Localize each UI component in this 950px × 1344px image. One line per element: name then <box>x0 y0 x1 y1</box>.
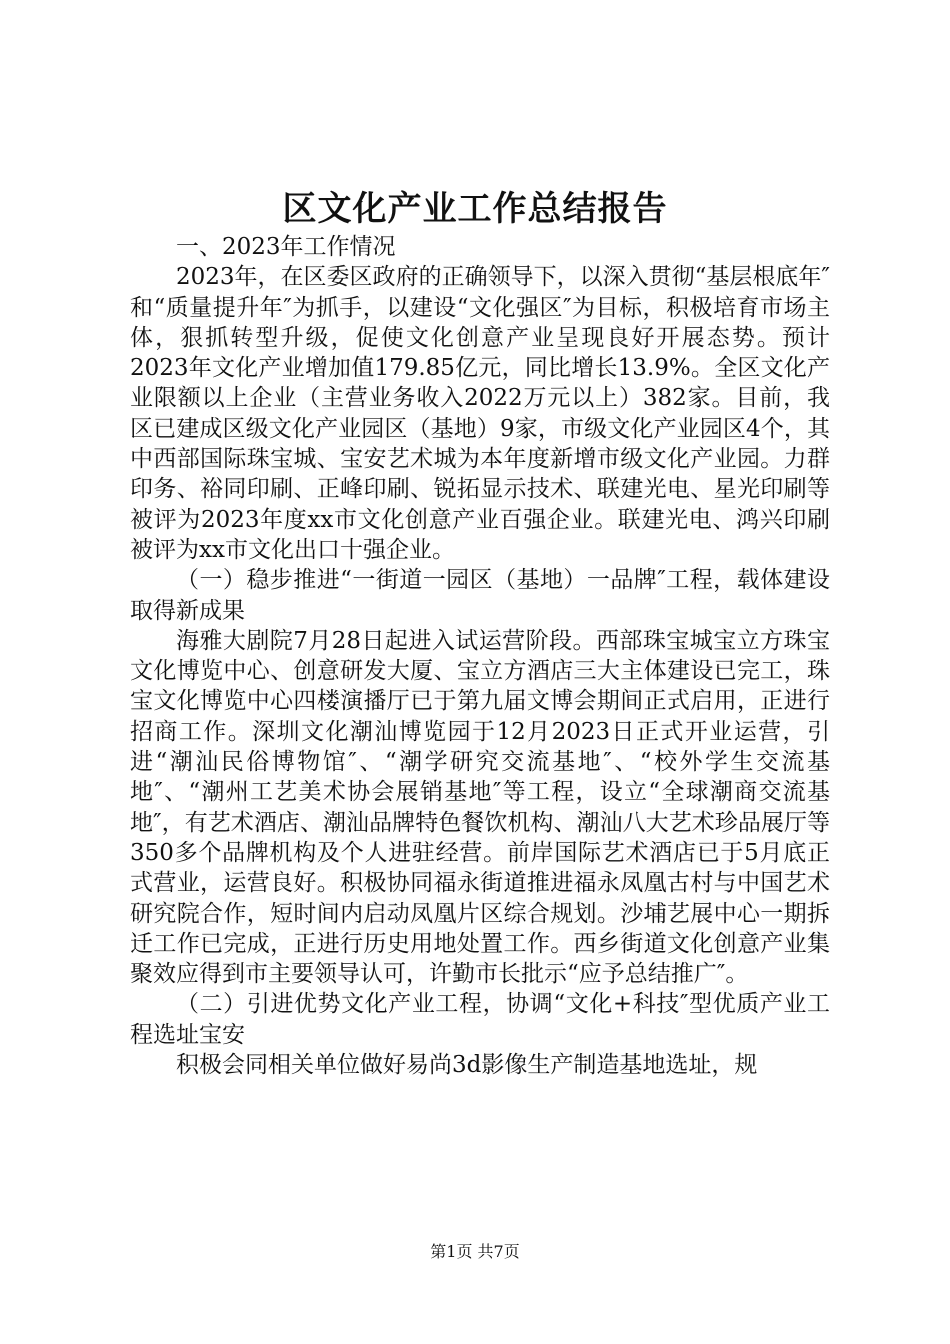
document-title: 区文化产业工作总结报告 <box>282 189 668 229</box>
subsection-heading: （二）引进优势文化产业工程，协调“文化+科技″型优质产业工程选址宝安 <box>130 991 830 1048</box>
document-body <box>130 232 830 1080</box>
paragraph: 2023年，在区委区政府的正确领导下，以深入贯彻“基层根底年″和“质量提升年″为抓手，以建设“文化强区″为目标，积极培育市场主体，狠抓转型升级，促使文化创意产业呈现良好开展态势。预计2023年文化产业增加值179.85亿元，同比增长13.9%。全区文化产业限额以上企业（主营业务收入2022万元以上）382家。目前，我区已建成区级文化产业园区（基地）9家，市级文化产业园区4个，其中西部国际珠宝城、宝安艺术城为本年度新增市级文化产业园。力群印务、裕同印刷、正峰印刷、锐拓显示技术、联建光电、星光印刷等被评为2023年度xx市文化创意产业百强企业。联建光电、鸿兴印刷被评为xx市文化出口十强企业。 <box>130 264 830 563</box>
paragraph: 海雅大剧院7月28日起进入试运营阶段。西部珠宝城宝立方珠宝文化博览中心、创意研发大厦、宝立方酒店三大主体建设已完工，珠宝文化博览中心四楼演播厅已于第九届文博会期间正式启用，正进行招商工作。深圳文化潮汕博览园于12月2023日正式开业运营，引进“潮汕民俗博物馆″、“潮学研究交流基地″、“校外学生交流基地″、“潮州工艺美术协会展销基地″等工程，设立“全球潮商交流基地″，有艺术酒店、潮汕品牌特色餐饮机构、潮汕八大艺术珍品展厅等350多个品牌机构及个人进驻经营。前岸国际艺术酒店已于5月底正式营业，运营良好。积极协同福永街道推进福永凤凰古村与中国艺术研究院合作，短时间内启动凤凰片区综合规划。沙埔艺展中心一期拆迁工作已完成，正进行历史用地处置工作。西乡街道文化创意产业集聚效应得到市主要领导认可，许勤市长批示“应予总结推广″。 <box>130 627 830 988</box>
section-heading: 一、2023年工作情况 <box>176 234 396 260</box>
paragraph: 积极会同相关单位做好易尚3d影像生产制造基地选址，规 <box>176 1052 758 1079</box>
page-footer: 第1页 共7页 <box>430 1242 520 1261</box>
subsection-heading: （一）稳步推进“一街道一园区（基地）一品牌″工程，载体建设取得新成果 <box>130 567 830 624</box>
